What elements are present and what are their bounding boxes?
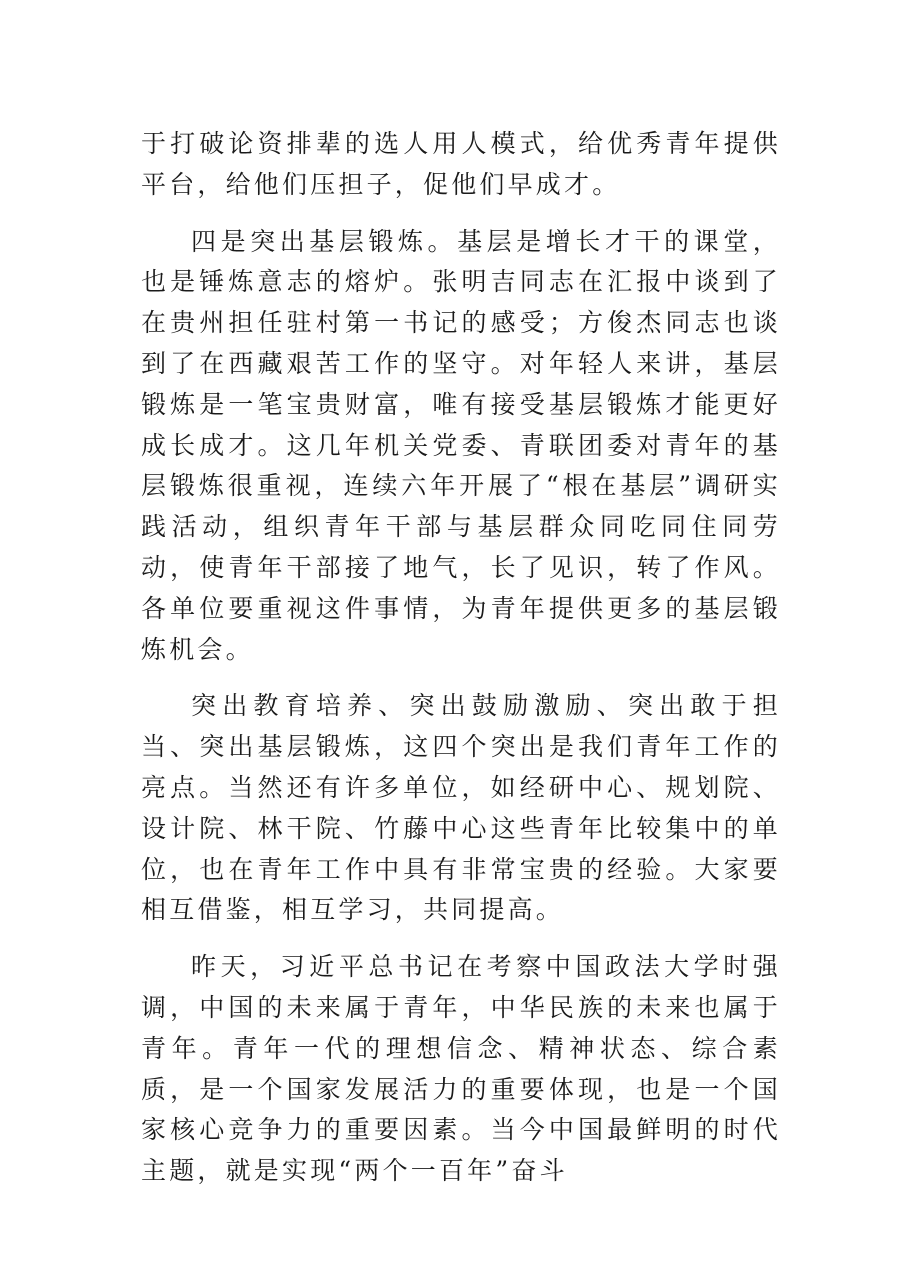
paragraph-continuation: 于打破论资排辈的选人用人模式，给优秀青年提供平台，给他们压担子，促他们早成才。 xyxy=(141,129,781,199)
paragraph-grassroots-training: 四是突出基层锻炼。基层是增长才干的课堂，也是锤炼意志的熔炉。张明吉同志在汇报中谈到了在贵州担任驻村第一书记的感受；方俊杰同志也谈到了在西藏艰苦工作的坚守。对年轻人来讲，基层锻炼是一笔宝贵财富，唯有接受基层锻炼才能更好成长成才。这几年机关党委、青联团委对青年的基层锻炼很重视，连续六年开展了“根在基层”调研实践活动，组织青年干部与基层群众同吃同住同劳动，使青年干部接了地气，长了见识，转了作风。各单位要重视这件事情，为青年提供更多的基层锻炼机会。 xyxy=(141,226,781,664)
paragraph-general-secretary: 昨天，习近平总书记在考察中国政法大学时强调，中国的未来属于青年，中华民族的未来也属于青年。青年一代的理想信念、精神状态、综合素质，是一个国家发展活力的重要体现，也是一个国家核心竞争力的重要因素。当今中国最鲜明的时代主题，就是实现“两个一百年”奋斗 xyxy=(141,952,781,1186)
paragraph-four-highlights: 突出教育培养、突出鼓励激励、突出敢于担当、突出基层锻炼，这四个突出是我们青年工作的亮点。当然还有许多单位，如经研中心、规划院、设计院、林干院、竹藤中心这些青年比较集中的单位，也在青年工作中具有非常宝贵的经验。大家要相互借鉴，相互学习，共同提高。 xyxy=(141,691,781,925)
document-body xyxy=(141,124,781,1208)
